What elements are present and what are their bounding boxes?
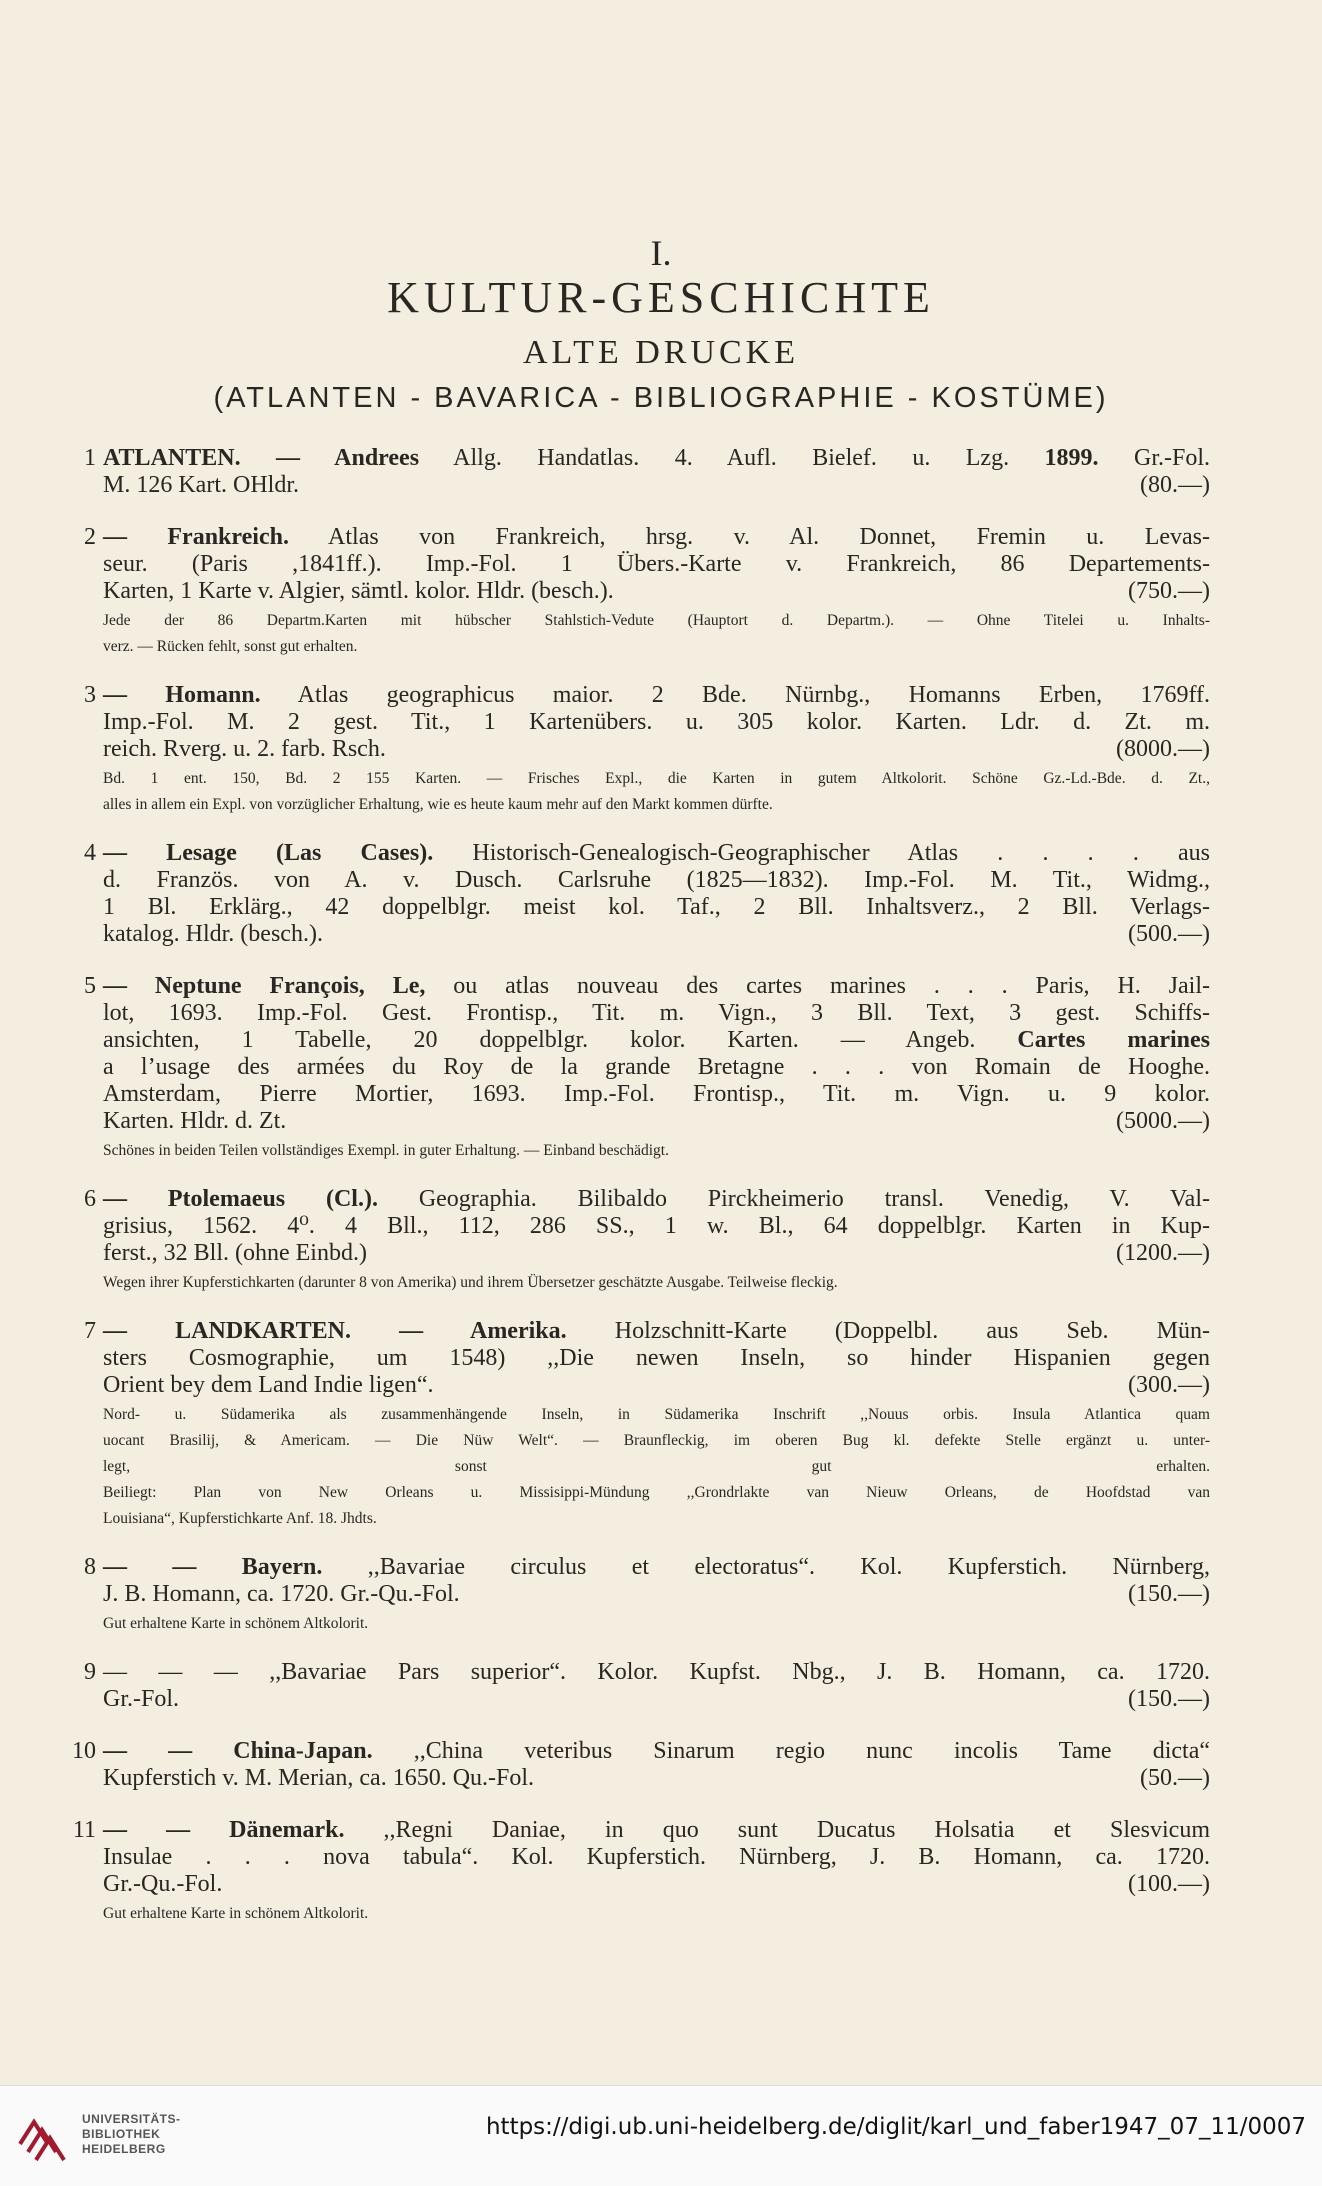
entry-text: grisius, 1562. 4⁰. 4 Bll., 112, 286 SS., 1 w. Bl., 64 doppelblgr. Karten in Kup-: [103, 1213, 1210, 1239]
entry-text: Karten, 1 Karte v. Algier, sämtl. kolor. Hldr. (besch.).: [103, 578, 614, 604]
entry-heading: — Frankreich.: [103, 524, 289, 550]
topics-line: (ATLANTEN - BAVARICA - BIBLIOGRAPHIE - KOSTÜME): [213, 382, 1109, 414]
entry-text: katalog. Hldr. (besch.).: [103, 921, 323, 947]
entry-text: a l’usage des armées du Roy de la grande Bretagne . . . von Romain de Hooghe.: [103, 1054, 1210, 1080]
catalog-entry: [0, 1659, 1322, 1713]
entry-heading: 1899.: [1044, 445, 1099, 471]
entry-text-line: [103, 1027, 1210, 1054]
entry-text-group: [103, 1686, 179, 1713]
entry-heading: — — Dänemark.: [103, 1817, 345, 1843]
entry-heading: ATLANTEN. — Andrees: [103, 445, 420, 471]
entry-text: d. Französ. von A. v. Dusch. Carlsruhe (1825—1832). Imp.-Fol. M. Tit., Widmg.,: [103, 867, 1210, 893]
entry-number: 10: [72, 1738, 96, 1764]
entry-price: (100.—): [1128, 1871, 1210, 1897]
entry-number: 2: [84, 524, 96, 550]
entry-price: (750.—): [1128, 578, 1210, 604]
entry-text-line: [103, 445, 1210, 472]
entry-text: Orient bey dem Land Indie ligen“.: [103, 1372, 434, 1398]
entry-text: reich. Rverg. u. 2. farb. Rsch.: [103, 736, 386, 762]
entry-text-line: [103, 840, 1210, 867]
entry-text-line: [103, 1765, 1210, 1792]
entry-heading: — LANDKARTEN. — Amerika.: [103, 1318, 567, 1344]
entry-number: 6: [84, 1186, 96, 1212]
entry-text-line: [103, 1738, 1210, 1765]
entry-note: Jede der 86 Departm.Karten mit hübscher Stahlstich-Vedute (Hauptort d. Departm.). — Ohne Titelei u. Inhalts-: [103, 612, 1210, 629]
entry-text: ,,Regni Daniae, in quo sunt Ducatus Holsatia et Slesvicum: [344, 1817, 1210, 1843]
entry-text-line: [103, 1844, 1210, 1871]
entry-text: Holzschnitt-Karte (Doppelbl. aus Seb. Mün-: [566, 1318, 1210, 1344]
section-number: I.: [650, 233, 672, 273]
permalink-url[interactable]: https://digi.ub.uni-heidelberg.de/diglit/karl_und_faber1947_07_11/0007: [485, 2114, 1306, 2140]
entry-number: 11: [72, 1817, 96, 1843]
library-name-line: HEIDELBERG: [82, 2142, 166, 2156]
entry-note: Bd. 1 ent. 150, Bd. 2 155 Karten. — Frisches Expl., die Karten in gutem Altkolorit. Schöne Gz.-Ld.-Bde. d. Zt.,: [103, 770, 1210, 787]
entry-text-line: [103, 1081, 1210, 1108]
library-name-line: BIBLIOTHEK: [82, 2127, 161, 2141]
entry-price: (150.—): [1128, 1686, 1210, 1712]
entry-text: Gr.-Fol.: [1098, 445, 1210, 471]
page-title: KULTUR-GESCHICHTE: [387, 273, 935, 322]
entry-text-line: [103, 1659, 1210, 1686]
entry-heading: — Neptune François, Le,: [103, 973, 426, 999]
entry-text: seur. (Paris ,1841ff.). Imp.-Fol. 1 Übers.-Karte v. Frankreich, 86 Departements-: [103, 551, 1210, 577]
entry-text-line: [103, 1318, 1210, 1345]
entry-note: Louisiana“, Kupferstichkarte Anf. 18. Jhdts.: [103, 1510, 377, 1527]
entry-price: (150.—): [1128, 1581, 1210, 1607]
entry-text-line: [103, 1817, 1210, 1844]
entry-price: (1200.—): [1116, 1240, 1210, 1266]
entry-heading: — — Bayern.: [103, 1554, 323, 1580]
catalog-entry: [0, 1186, 1322, 1293]
entry-text-line: [103, 1871, 1210, 1898]
entry-text: Geographia. Bilibaldo Pirckheimerio transl. Venedig, V. Val-: [377, 1186, 1210, 1212]
entry-text-group: [103, 1108, 286, 1135]
entry-text-line: [103, 867, 1210, 894]
entry-text-line: [103, 973, 1210, 1000]
entry-heading: — — China-Japan.: [103, 1738, 373, 1764]
entry-text-line: [103, 682, 1210, 709]
entry-number: 7: [84, 1318, 96, 1344]
entry-text: Gr.-Fol.: [103, 1686, 180, 1712]
entry-text-line: [103, 1345, 1210, 1372]
entry-note: alles in allem ein Expl. von vorzüglicher Erhaltung, wie es heute kaum mehr auf den Markt kommen dürfte.: [103, 796, 773, 813]
catalog-entry: [0, 445, 1322, 499]
entry-note: Schönes in beiden Teilen vollständiges Exempl. in guter Erhaltung. — Einband beschädigt.: [103, 1142, 669, 1159]
entry-text-group: [103, 472, 299, 499]
catalog-entry: [0, 840, 1322, 948]
entry-text-line: [103, 921, 1210, 948]
entry-text: ou atlas nouveau des cartes marines . . . Paris, H. Jail-: [425, 973, 1211, 999]
entry-price: (5000.—): [1116, 1108, 1210, 1134]
entry-text: Atlas geographicus maior. 2 Bde. Nürnbg., Homanns Erben, 1769ff.: [260, 682, 1211, 708]
entry-heading: — Lesage (Las Cases).: [103, 840, 434, 866]
entry-text-line: [103, 1372, 1210, 1399]
entry-text: Atlas von Frankreich, hrsg. v. Al. Donnet, Fremin u. Levas-: [288, 524, 1210, 550]
entry-text-line: [103, 1686, 1210, 1713]
catalog-entries: [0, 445, 1322, 1949]
entry-text: Kupferstich v. M. Merian, ca. 1650. Qu.-Fol.: [103, 1765, 535, 1791]
entry-number: 9: [84, 1659, 96, 1685]
catalog-entry: [0, 1738, 1322, 1792]
entry-text: Insulae . . . nova tabula“. Kol. Kupferstich. Nürnberg, J. B. Homann, ca. 1720.: [103, 1844, 1210, 1870]
library-name-line: UNIVERSITÄTS-: [82, 2112, 181, 2126]
entry-number: 3: [84, 682, 96, 708]
entry-price: (300.—): [1128, 1372, 1210, 1398]
entry-text: sters Cosmographie, um 1548) ,,Die newen Inseln, so hinder Hispanien gegen: [103, 1345, 1210, 1371]
entry-note: Gut erhaltene Karte in schönem Altkolorit.: [103, 1615, 369, 1632]
entry-text-line: [103, 1554, 1210, 1581]
entry-note: Beiliegt: Plan von New Orleans u. Missisippi-Mündung ,,Grondrlakte van Nieuw Orleans, de Hoofdstad van: [103, 1484, 1210, 1501]
entry-note: legt, sonst gut erhalten.: [103, 1458, 1210, 1475]
entry-text-line: [103, 524, 1210, 551]
entry-text-line: [103, 1240, 1210, 1267]
catalog-entry: [0, 1318, 1322, 1529]
catalog-entry: [0, 682, 1322, 815]
entry-text-line: [103, 472, 1210, 499]
entry-number: 5: [84, 973, 96, 999]
entry-text-line: [103, 1186, 1210, 1213]
entry-text-group: [103, 921, 323, 948]
catalog-entry: [0, 1554, 1322, 1634]
entry-text-line: [103, 1000, 1210, 1027]
entry-text: — — — ,,Bavariae Pars superior“. Kolor. Kupfst. Nbg., J. B. Homann, ca. 1720.: [103, 1659, 1210, 1685]
entry-text: 1 Bl. Erklärg., 42 doppelblgr. meist kol. Taf., 2 Bll. Inhaltsverz., 2 Bll. Verlags-: [103, 894, 1210, 920]
entry-text: ,,China veteribus Sinarum regio nunc incolis Tame dicta“: [372, 1738, 1210, 1764]
university-library-logo-icon: [14, 2104, 76, 2166]
entry-text: J. B. Homann, ca. 1720. Gr.-Qu.-Fol.: [103, 1581, 460, 1607]
entry-heading: — Ptolemaeus (Cl.).: [103, 1186, 378, 1212]
entry-price: (500.—): [1128, 921, 1210, 947]
catalog-entry: [0, 973, 1322, 1161]
entry-text-group: [103, 1871, 222, 1898]
catalog-entry: [0, 524, 1322, 657]
entry-number: 1: [84, 445, 96, 471]
entry-text-group: [103, 578, 614, 605]
entry-text: M. 126 Kart. OHldr.: [103, 472, 299, 498]
entry-note: verz. — Rücken fehlt, sonst gut erhalten.: [103, 638, 358, 655]
entry-text: Historisch-Genealogisch-Geographischer Atlas . . . . aus: [433, 840, 1210, 866]
entry-price: (8000.—): [1116, 736, 1210, 762]
entry-text-group: [103, 1372, 434, 1399]
entry-note: uocant Brasilij, & Americam. — Die Nüw Welt“. — Braunfleckig, im oberen Bug kl. defekte Stelle ergänzt u. unter-: [103, 1432, 1210, 1449]
entry-text-line: [103, 1108, 1210, 1135]
entry-text: ansichten, 1 Tabelle, 20 doppelblgr. kolor. Karten. — Angeb.: [103, 1027, 1018, 1053]
entry-heading: — Homann.: [103, 682, 261, 708]
entry-price: (80.—): [1140, 472, 1210, 498]
entry-note: Nord- u. Südamerika als zusammenhängende Inseln, in Südamerika Inschrift ,,Nouus orbis. Insula Atlantica quam: [103, 1406, 1210, 1423]
entry-text: Allg. Handatlas. 4. Aufl. Bielef. u. Lzg.: [419, 445, 1045, 471]
footer-bar: [0, 2085, 1322, 2186]
entry-text-group: [103, 1240, 367, 1267]
entry-text-line: [103, 736, 1210, 763]
entry-note: Wegen ihrer Kupferstichkarten (darunter 8 von Amerika) und ihrem Übersetzer geschätzte Ausgabe. Teilweise fleckig.: [103, 1274, 838, 1291]
entry-text: Amsterdam, Pierre Mortier, 1693. Imp.-Fol. Frontisp., Tit. m. Vign. u. 9 kolor.: [103, 1081, 1210, 1107]
entry-note: Gut erhaltene Karte in schönem Altkolorit.: [103, 1905, 369, 1922]
entry-text: Imp.-Fol. M. 2 gest. Tit., 1 Kartenübers. u. 305 kolor. Karten. Ldr. d. Zt. m.: [103, 709, 1210, 735]
entry-text: lot, 1693. Imp.-Fol. Gest. Frontisp., Tit. m. Vign., 3 Bll. Text, 3 gest. Schiffs-: [103, 1000, 1210, 1026]
entry-text-line: [103, 709, 1210, 736]
entry-text-line: [103, 1213, 1210, 1240]
entry-text-line: [103, 894, 1210, 921]
entry-text: Gr.-Qu.-Fol.: [103, 1871, 223, 1897]
entry-price: (50.—): [1140, 1765, 1210, 1791]
entry-text: ,,Bavariae circulus et electoratus“. Kol. Kupferstich. Nürnberg,: [322, 1554, 1210, 1580]
library-name: [82, 2112, 181, 2157]
entry-number: 8: [84, 1554, 96, 1580]
entry-text-group: [103, 1581, 460, 1608]
catalog-entry: [0, 1817, 1322, 1924]
entry-text: ferst., 32 Bll. (ohne Einbd.): [103, 1240, 367, 1266]
page-subtitle: ALTE DRUCKE: [522, 334, 800, 371]
entry-text: Karten. Hldr. d. Zt.: [103, 1108, 287, 1134]
entry-number: 4: [84, 840, 96, 866]
entry-heading: Cartes marines: [1017, 1027, 1210, 1053]
entry-text-group: [103, 1765, 534, 1792]
entry-text-line: [103, 1054, 1210, 1081]
entry-text-line: [103, 551, 1210, 578]
entry-text-line: [103, 1581, 1210, 1608]
entry-text-line: [103, 578, 1210, 605]
entry-text-group: [103, 736, 386, 763]
